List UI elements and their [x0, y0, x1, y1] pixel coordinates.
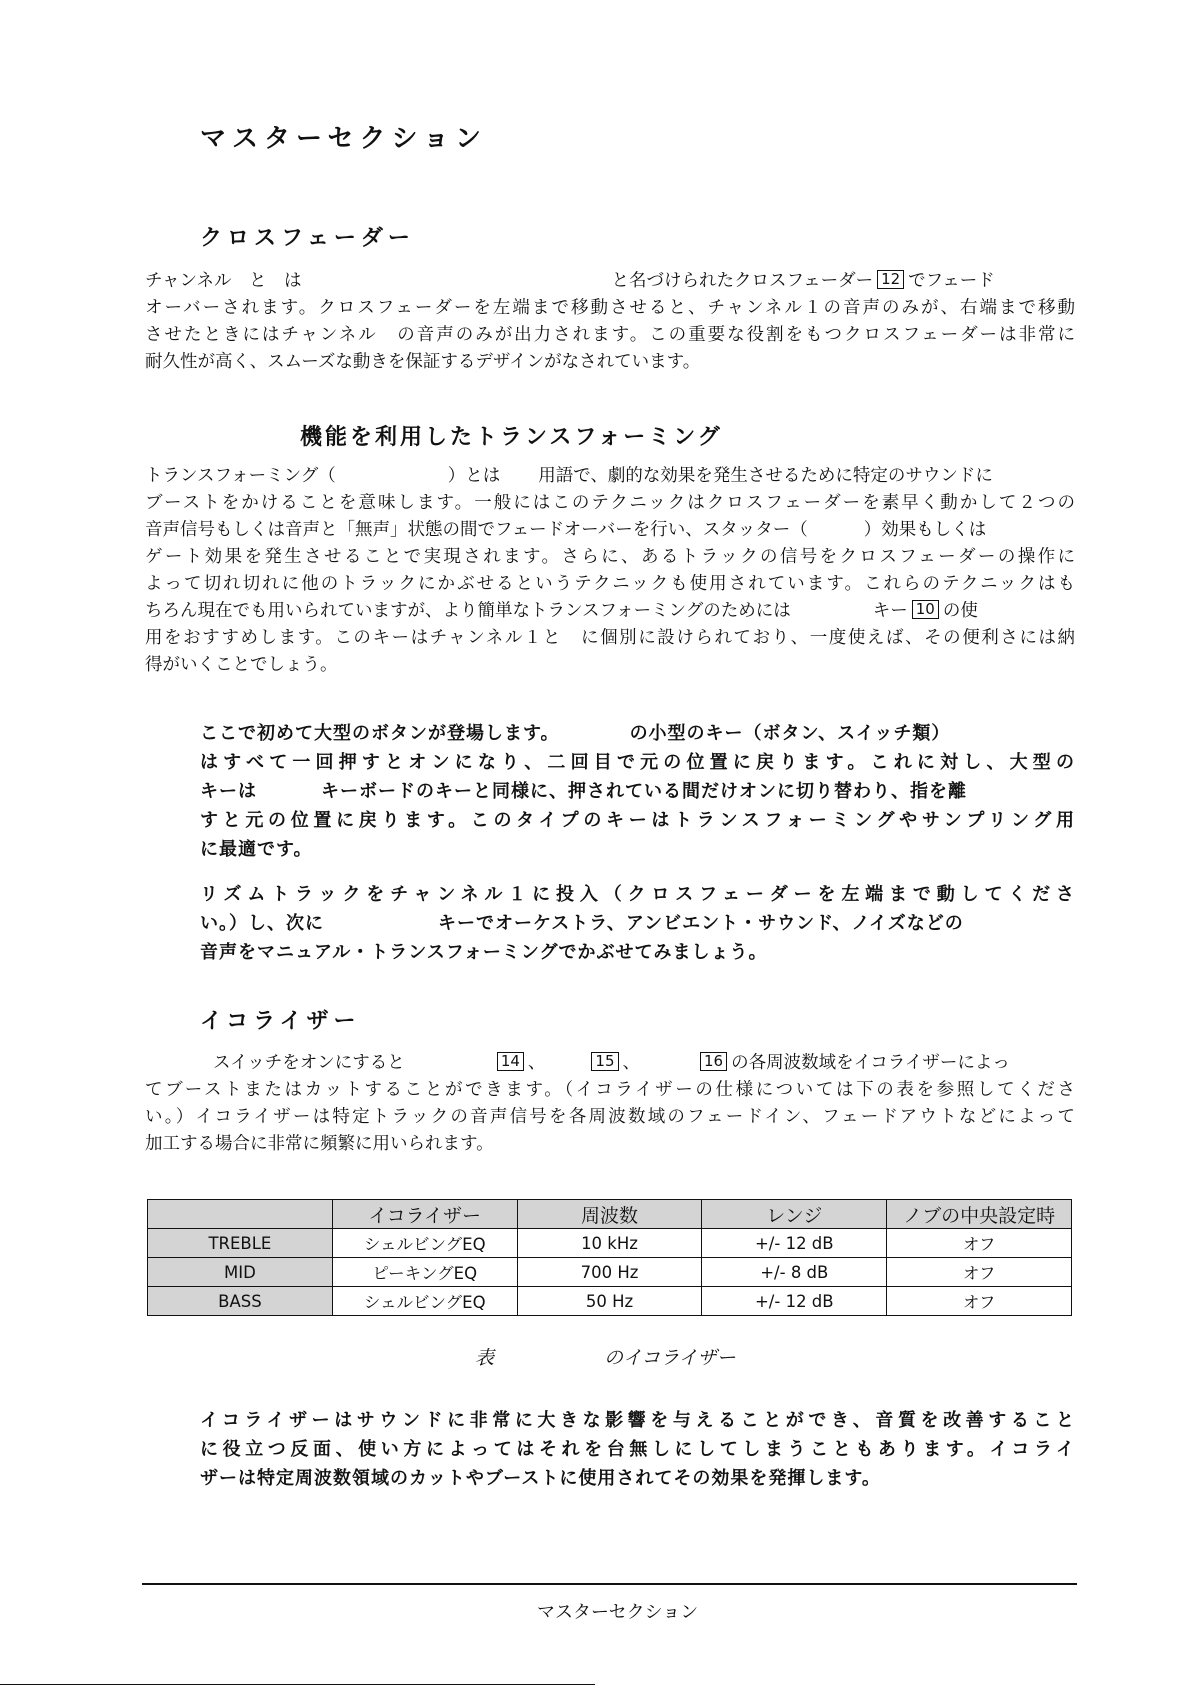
text-run: キーは — [200, 781, 257, 802]
text-run: スイッチをオンにすると — [213, 1053, 405, 1073]
text-line — [145, 463, 1075, 490]
text-line: てブーストまたはカットすることができます。（イコライザーの仕様については下の表を参照してくださ — [145, 1080, 1075, 1100]
crossfader-heading: クロスフェーダー — [200, 226, 415, 251]
text-run: トランスフォーミング（ — [145, 466, 336, 486]
text-run: の小型のキー（ボタン、スイッチ類） — [629, 723, 951, 744]
text-line — [145, 598, 1075, 625]
equalizer-heading: イコライザー — [200, 1009, 361, 1034]
text-line: させたときにはチャンネル の音声のみが出力されます。この重要な役割をもつクロスフェーダーは非常に — [145, 325, 1075, 345]
table-header-row — [148, 1200, 1072, 1229]
key-number-12: 12 — [877, 270, 904, 289]
key-number-15: 15 — [591, 1052, 618, 1071]
transform-heading: 機能を利用したトランスフォーミング — [300, 425, 723, 450]
table-header — [148, 1200, 333, 1229]
crossfader-paragraph — [145, 268, 1075, 376]
table-cell: MID — [148, 1258, 333, 1287]
text-run: ）効果もしくは — [863, 520, 987, 540]
text-line — [200, 909, 1075, 938]
text-run: の使 — [942, 601, 978, 621]
large-button-note — [200, 719, 1075, 864]
text-line: 得がいくことでしょう。 — [145, 655, 338, 675]
text-line: イコライザーはサウンドに非常に大きな影響を与えることができ、音質を改善すること — [200, 1410, 1075, 1431]
table-caption — [475, 1343, 736, 1370]
text-line: 用をおすすめします。このキーはチャンネル１と に個別に設けられており、一度使えば、その便利さには納 — [145, 628, 1075, 648]
text-run: キーでオーケストラ、アンビエント・サウンド、ノイズなどの — [438, 913, 964, 934]
table-cell: TREBLE — [148, 1229, 333, 1258]
table-cell: +/- 8 dB — [702, 1258, 887, 1287]
page-title: マスターセクション — [200, 124, 487, 154]
text-line: よって切れ切れに他のトラックにかぶせるというテクニックも使用されています。これらのテクニックはも — [145, 574, 1075, 594]
rhythm-track-note — [200, 880, 1075, 967]
text-line: オーバーされます。クロスフェーダーを左端まで移動させると、チャンネル１の音声のみが、右端まで移動 — [145, 298, 1075, 318]
text-run: 音声信号もしくは音声と「無声」状態の間でフェードオーバーを行い、スタッター（ — [145, 520, 808, 540]
text-run: ）とは — [447, 466, 501, 486]
caption-run: のイコライザー — [604, 1347, 736, 1369]
table-cell: ピーキングEQ — [332, 1258, 517, 1287]
text-line: すと元の位置に戻ります。このタイプのキーはトランスフォーミングやサンプリング用 — [200, 810, 1075, 831]
text-run: の各周波数域をイコライザーによっ — [731, 1053, 1010, 1073]
table-cell: オフ — [887, 1287, 1072, 1316]
text-line: 音声をマニュアル・トランスフォーミングでかぶせてみましょう。 — [200, 942, 768, 963]
equalizer-paragraph — [145, 1050, 1075, 1158]
text-line: ザーは特定周波数領域のカットやブーストに使用されてその効果を発揮します。 — [200, 1468, 881, 1489]
text-run: 用語で、劇的な効果を発生させるために特定のサウンドに — [538, 466, 993, 486]
text-line — [200, 777, 1075, 806]
text-line: い。）イコライザーは特定トラックの音声信号を各周波数域のフェードイン、フェードアウトなどによって — [145, 1107, 1075, 1127]
equalizer-note — [200, 1406, 1075, 1493]
table-cell: 700 Hz — [517, 1258, 702, 1287]
text-line — [145, 1050, 1075, 1077]
table-header: ノブの中央設定時 — [887, 1200, 1072, 1229]
table-cell: BASS — [148, 1287, 333, 1316]
caption-run: 表 — [475, 1347, 495, 1369]
text-run: と名づけられたクロスフェーダー — [611, 271, 874, 291]
table-cell: シェルビングEQ — [332, 1229, 517, 1258]
table-cell: +/- 12 dB — [702, 1229, 887, 1258]
table-cell: シェルビングEQ — [332, 1287, 517, 1316]
text-run: 、 — [527, 1053, 546, 1073]
text-line: リズムトラックをチャンネル１に投入（クロスフェーダーを左端まで動してくださ — [200, 884, 1075, 905]
table-row — [148, 1229, 1072, 1258]
transform-paragraph — [145, 463, 1075, 679]
key-number-10: 10 — [912, 600, 939, 619]
footer-divider — [142, 1583, 1077, 1585]
text-line: ブーストをかけることを意味します。一般にはこのテクニックはクロスフェーダーを素早く動かして２つの — [145, 493, 1075, 513]
text-run: い。）し、次に — [200, 913, 324, 934]
text-run: でフェード — [908, 271, 995, 291]
text-run: キー — [872, 601, 908, 621]
text-line: はすべて一回押すとオンになり、二回目で元の位置に戻ります。これに対し、大型の — [200, 752, 1075, 773]
table-header: レンジ — [702, 1200, 887, 1229]
text-run: キーボードのキーと同様に、押されている間だけオンに切り替わり、指を離 — [321, 781, 967, 802]
table-cell: 50 Hz — [517, 1287, 702, 1316]
text-line — [145, 517, 1075, 544]
table-header: イコライザー — [332, 1200, 517, 1229]
text-line: ゲート効果を発生させることで実現されます。さらに、あるトラックの信号をクロスフェーダーの操作に — [145, 547, 1075, 567]
table-cell: オフ — [887, 1258, 1072, 1287]
text-run: 、 — [622, 1053, 640, 1073]
text-line — [145, 268, 1075, 295]
key-number-14: 14 — [497, 1052, 524, 1071]
text-line: に役立つ反面、使い方によってはそれを台無しにしてしまうこともあります。イコライ — [200, 1439, 1075, 1460]
text-line: 加工する場合に非常に頻繁に用いられます。 — [145, 1134, 494, 1154]
table-row — [148, 1258, 1072, 1287]
table-cell: +/- 12 dB — [702, 1287, 887, 1316]
text-run: ここで初めて大型のボタンが登場します。 — [200, 723, 560, 744]
text-run: ちろん現在でも用いられていますが、より簡単なトランスフォーミングのためには — [145, 601, 791, 621]
text-run: チャンネル と は — [145, 271, 302, 291]
table-cell: 10 kHz — [517, 1229, 702, 1258]
text-line — [200, 719, 1075, 748]
table-header: 周波数 — [517, 1200, 702, 1229]
table-row — [148, 1287, 1072, 1316]
key-number-16: 16 — [700, 1052, 727, 1071]
equalizer-table — [147, 1199, 1072, 1316]
text-line: に最適です。 — [200, 839, 313, 860]
table-cell: オフ — [887, 1229, 1072, 1258]
page-footer: マスターセクション — [537, 1602, 699, 1623]
text-line: 耐久性が高く、スムーズな動きを保証するデザインがなされています。 — [145, 352, 701, 372]
